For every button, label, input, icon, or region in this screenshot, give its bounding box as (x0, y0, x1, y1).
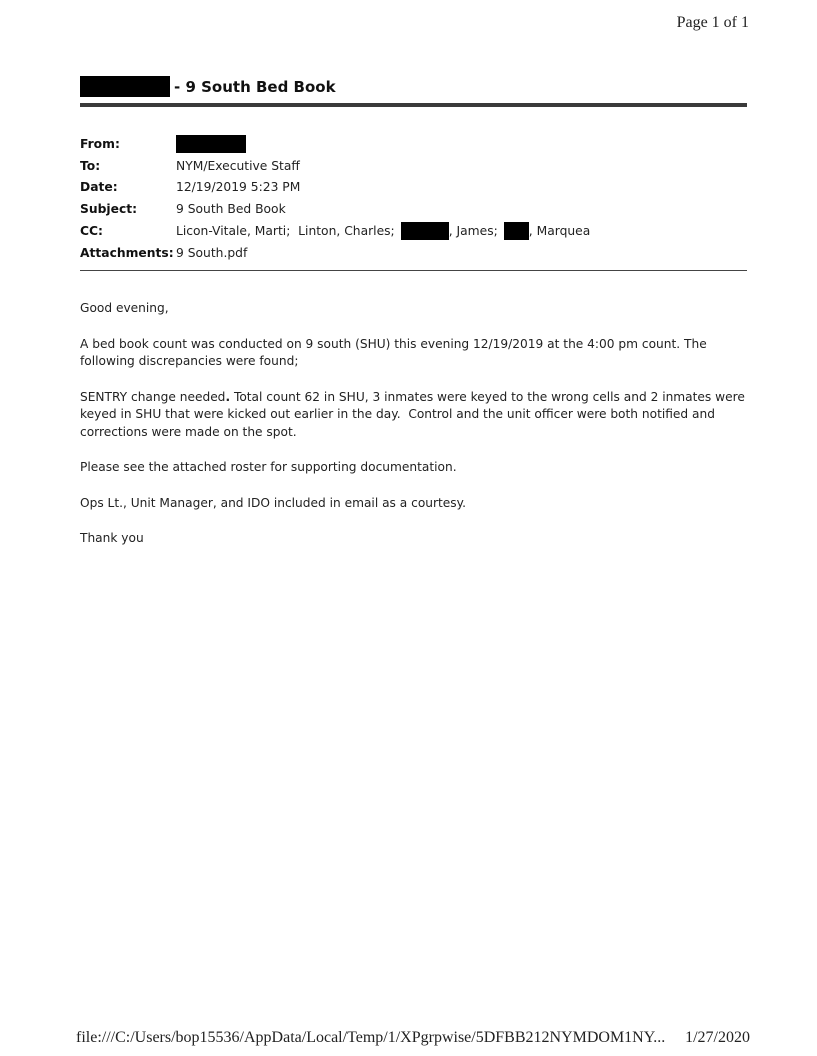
body-paragraph-1: A bed book count was conducted on 9 south (SHU) this evening 12/19/2019 at the 4:00 pm count. The following discrepancies were found; (80, 336, 707, 368)
email-headers (80, 133, 590, 264)
header-divider (80, 270, 747, 271)
from-redaction (176, 135, 246, 153)
footer-file-path: file:///C:/Users/bop15536/AppData/Local/Temp/1/XPgrpwise/5DFBB212NYMDOM1NY... (76, 1029, 666, 1046)
title-redaction (80, 76, 170, 97)
cc-recipients-2: , James; (448, 224, 498, 239)
greeting: Good evening, (80, 301, 169, 315)
cc-row (80, 220, 590, 242)
body-paragraph-4: Ops Lt., Unit Manager, and IDO included in email as a courtesy. (80, 495, 466, 510)
email-body (80, 300, 752, 566)
cc-value (176, 222, 590, 240)
attachments-row (80, 242, 590, 264)
date-value: 12/19/2019 5:23 PM (176, 180, 301, 195)
cc-recipients-3: , Marquea (528, 224, 591, 239)
subject-label: Subject: (80, 202, 138, 217)
to-value: NYM/Executive Staff (176, 158, 300, 173)
date-row (80, 177, 590, 199)
sentry-period: . (225, 389, 231, 404)
email-title (80, 76, 336, 97)
attachment-link[interactable]: 9 South.pdf (176, 245, 248, 260)
attachments-label: Attachments: (80, 245, 174, 260)
from-label: From: (80, 136, 120, 151)
cc-redaction-2 (504, 222, 529, 240)
to-row (80, 155, 590, 177)
to-label: To: (80, 158, 101, 173)
from-row (80, 133, 590, 155)
body-paragraph-2 (80, 389, 752, 442)
title-divider (80, 103, 747, 107)
page-number: Page 1 of 1 (676, 14, 749, 31)
from-value (176, 135, 246, 153)
body-paragraph-3: Please see the attached roster for supporting documentation. (80, 460, 457, 474)
cc-recipients-1: Licon-Vitale, Marti; Linton, Charles; (176, 224, 395, 239)
cc-label: CC: (80, 224, 103, 239)
body-paragraph-2-rest: Total count 62 in SHU, 3 inmates were keyed to the wrong cells and 2 inmates were keyed in SHU that were kicked out earlier in the day. Control and the unit officer were both notified and corrections were made on the spot. (80, 389, 749, 439)
footer-date: 1/27/2020 (685, 1029, 750, 1046)
closing: Thank you (80, 531, 144, 545)
subject-value: 9 South Bed Book (176, 202, 286, 217)
email-subject-title: - 9 South Bed Book (174, 77, 336, 96)
date-label: Date: (80, 180, 118, 195)
cc-redaction-1 (401, 222, 449, 240)
subject-row (80, 198, 590, 220)
sentry-notice: SENTRY change needed (80, 389, 226, 404)
